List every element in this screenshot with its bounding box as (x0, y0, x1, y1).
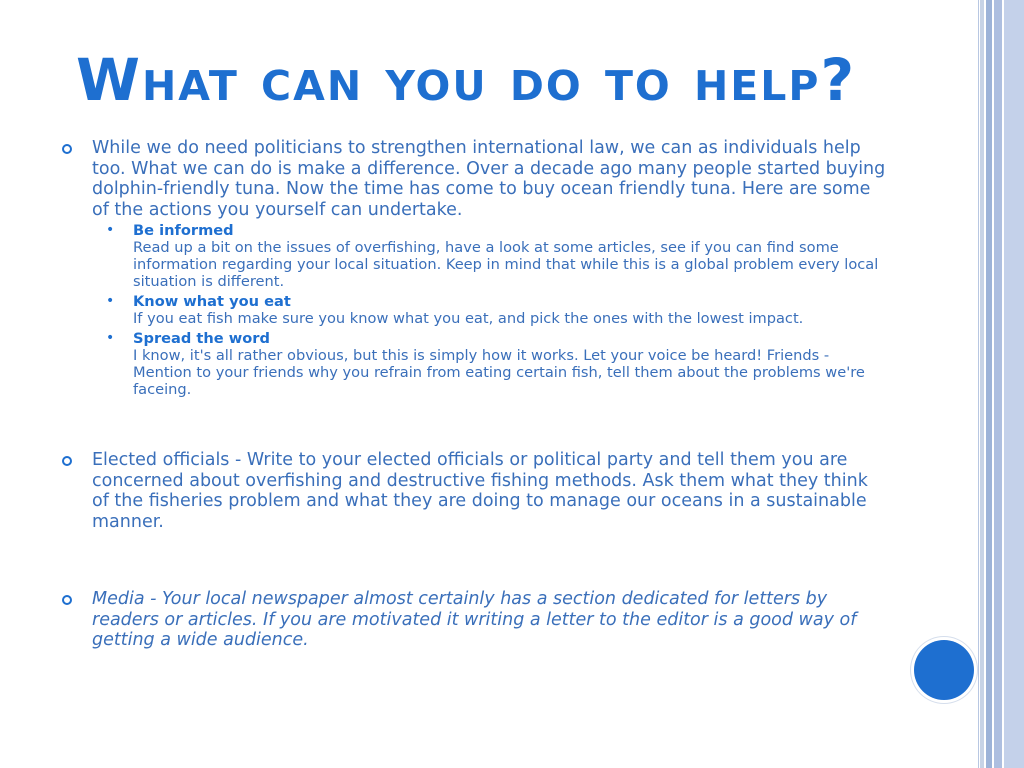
bullet-text: Media - Your local newspaper almost certainly has a section dedicated for letters by readers or articles. If you are motivated it writing a letter to the editor is a good way of getting a wide audience. (92, 589, 857, 650)
bullet-ring-icon (62, 456, 72, 466)
action-body: I know, it's all rather obvious, but this is simply how it works. Let your voice be heard! Friends - Mention to your friends why you refrain from eating certain fish, tell them about the problems we're faceing. (133, 347, 865, 398)
decorative-side-stripes (978, 0, 1024, 768)
bullet-text: Elected officials - Write to your elected officials or political party and tell them you are concerned about overfishing and destructive fishing methods. Ask them what they think of the fisheries problem and what they are doing to manage our oceans in a sustainable manner. (92, 450, 868, 532)
action-heading: Know what you eat (133, 293, 291, 310)
slide-title: What can you do to help? (76, 46, 857, 114)
bullet-text: While we do need politicians to strengthen international law, we can as individuals help too. What we can do is make a difference. Over a decade ago many people started buying dolphin-friendly tuna. Now the time has come to buy ocean friendly tuna. Here are some of the actions you yourself can undertake. (92, 138, 886, 220)
bullet-media (60, 589, 890, 651)
action-item-spread-the-word (92, 330, 890, 398)
action-heading: Spread the word (133, 330, 270, 347)
action-heading: Be informed (133, 222, 234, 239)
bullet-dot-icon: • (106, 293, 115, 309)
bullet-ring-icon (62, 144, 72, 154)
action-item-be-informed (92, 222, 890, 290)
decorative-circle (914, 640, 974, 700)
bullet-actions (60, 138, 890, 398)
bullet-ring-icon (62, 595, 72, 605)
action-list (92, 222, 890, 398)
slide-content (60, 138, 890, 651)
bullet-dot-icon: • (106, 330, 115, 346)
bullet-dot-icon: • (106, 222, 115, 238)
action-body: Read up a bit on the issues of overfishing, have a look at some articles, see if you can find some information regarding your local situation. Keep in mind that while this is a global problem every local situation is different. (133, 239, 879, 290)
action-body: If you eat fish make sure you know what you eat, and pick the ones with the lowest impact. (133, 310, 804, 327)
bullet-elected-officials (60, 450, 890, 532)
action-item-know-what-you-eat (92, 293, 890, 327)
